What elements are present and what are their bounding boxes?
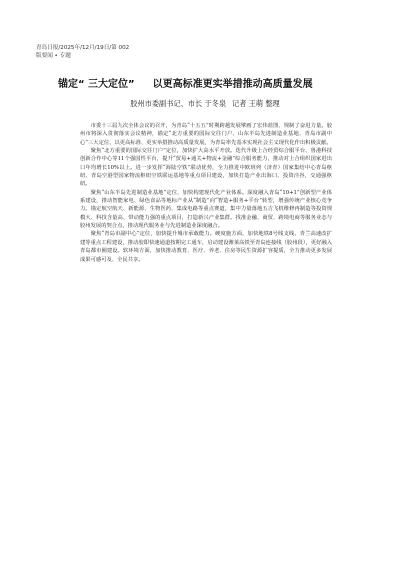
article-paragraph: 市委十三届九次全体会议的召开，为青岛“十五五”时期跨越发展擘画了宏伟蓝图、规制了奋进力量。胶州市将深入贯彻落实会议精神，锚定“北方重要的国际交往门户、山东半岛先进制造业基地、青岛市副中心”三大定位，以更高标准、更实举措推动高质量发展，为青岛率先基本实现社会主义现代化作出积极贡献。 bbox=[80, 123, 332, 146]
article-paragraph: 聚焦“青岛市副中心”定位，加快提升城市承载能力。硬度施方面，加快地铁8号线支线、青兰高速改扩建等重点工程建设，推动胶即快速通道按期完工通车，启动建设潍莱高铁至青岛连接线（胶州段），更好融入青岛都市圈建设。软环境方面，加快推动教育、医疗、养老、住房等民生资源扩容提质，全力推动更多发展成果可感可及、全民共享。 bbox=[80, 231, 332, 263]
byline-reporter: 记者 王萌 整理 bbox=[232, 99, 280, 108]
byline bbox=[0, 99, 410, 108]
article-paragraph: 聚焦“山东半岛先进制造业基地”定位，加快构建现代化产业体系。深度融入青岛“10+1”创新型产业体系建设，推动智能家电、绿色食品等地标产业从“制造”向“智造+服务+平台”转型，增强传统产业核心竞争力。锚定航空航天、新能源、生物医药、集成电路等重点赛道，集中力量落地五吉飞机维修再制造等投资规模大、科技含量高、带动能力强的重点项目，打造新兴产业集群。找准金融、商贸、跨境电商等服务业态与胶州发展的契合点，推动现代服务业与先进制造业深度融合。 bbox=[80, 189, 332, 230]
section-info: 版要闻 • 专题 bbox=[36, 53, 71, 60]
byline-author: 胶州市委副书记、市长 于冬泉 bbox=[130, 99, 227, 108]
article-paragraph: 聚焦“北方重要的国际交往门户”定位，加快扩大高水平开放。迭代升级上合经贸综合服平台、鲁港科技创新合作中心等11个强国性平台，提升“贸易+通关+物流+金融”综合服务能力，推动对上合组织国家进出口年均增长10%以上。进一步发挥“海陆空铁”联动优势，全力推进中欧班列（济青）国家集结中心青岛枢纽、青岛空港型国家物流枢纽空铁联运基地等重点项目建设，加快打造产业出海口、投资洼谷，交通强枢纽。 bbox=[80, 148, 332, 188]
headline-part-1: 锚定“ 三大定位” bbox=[58, 79, 135, 90]
article-body bbox=[80, 122, 332, 264]
headline-part-2: 以更高标准更实举措推动高质量发展 bbox=[152, 79, 313, 90]
masthead bbox=[36, 44, 376, 60]
publication-info: 青岛日报/2025年/12月/19日/第 002 bbox=[36, 45, 130, 51]
headline bbox=[58, 78, 378, 91]
